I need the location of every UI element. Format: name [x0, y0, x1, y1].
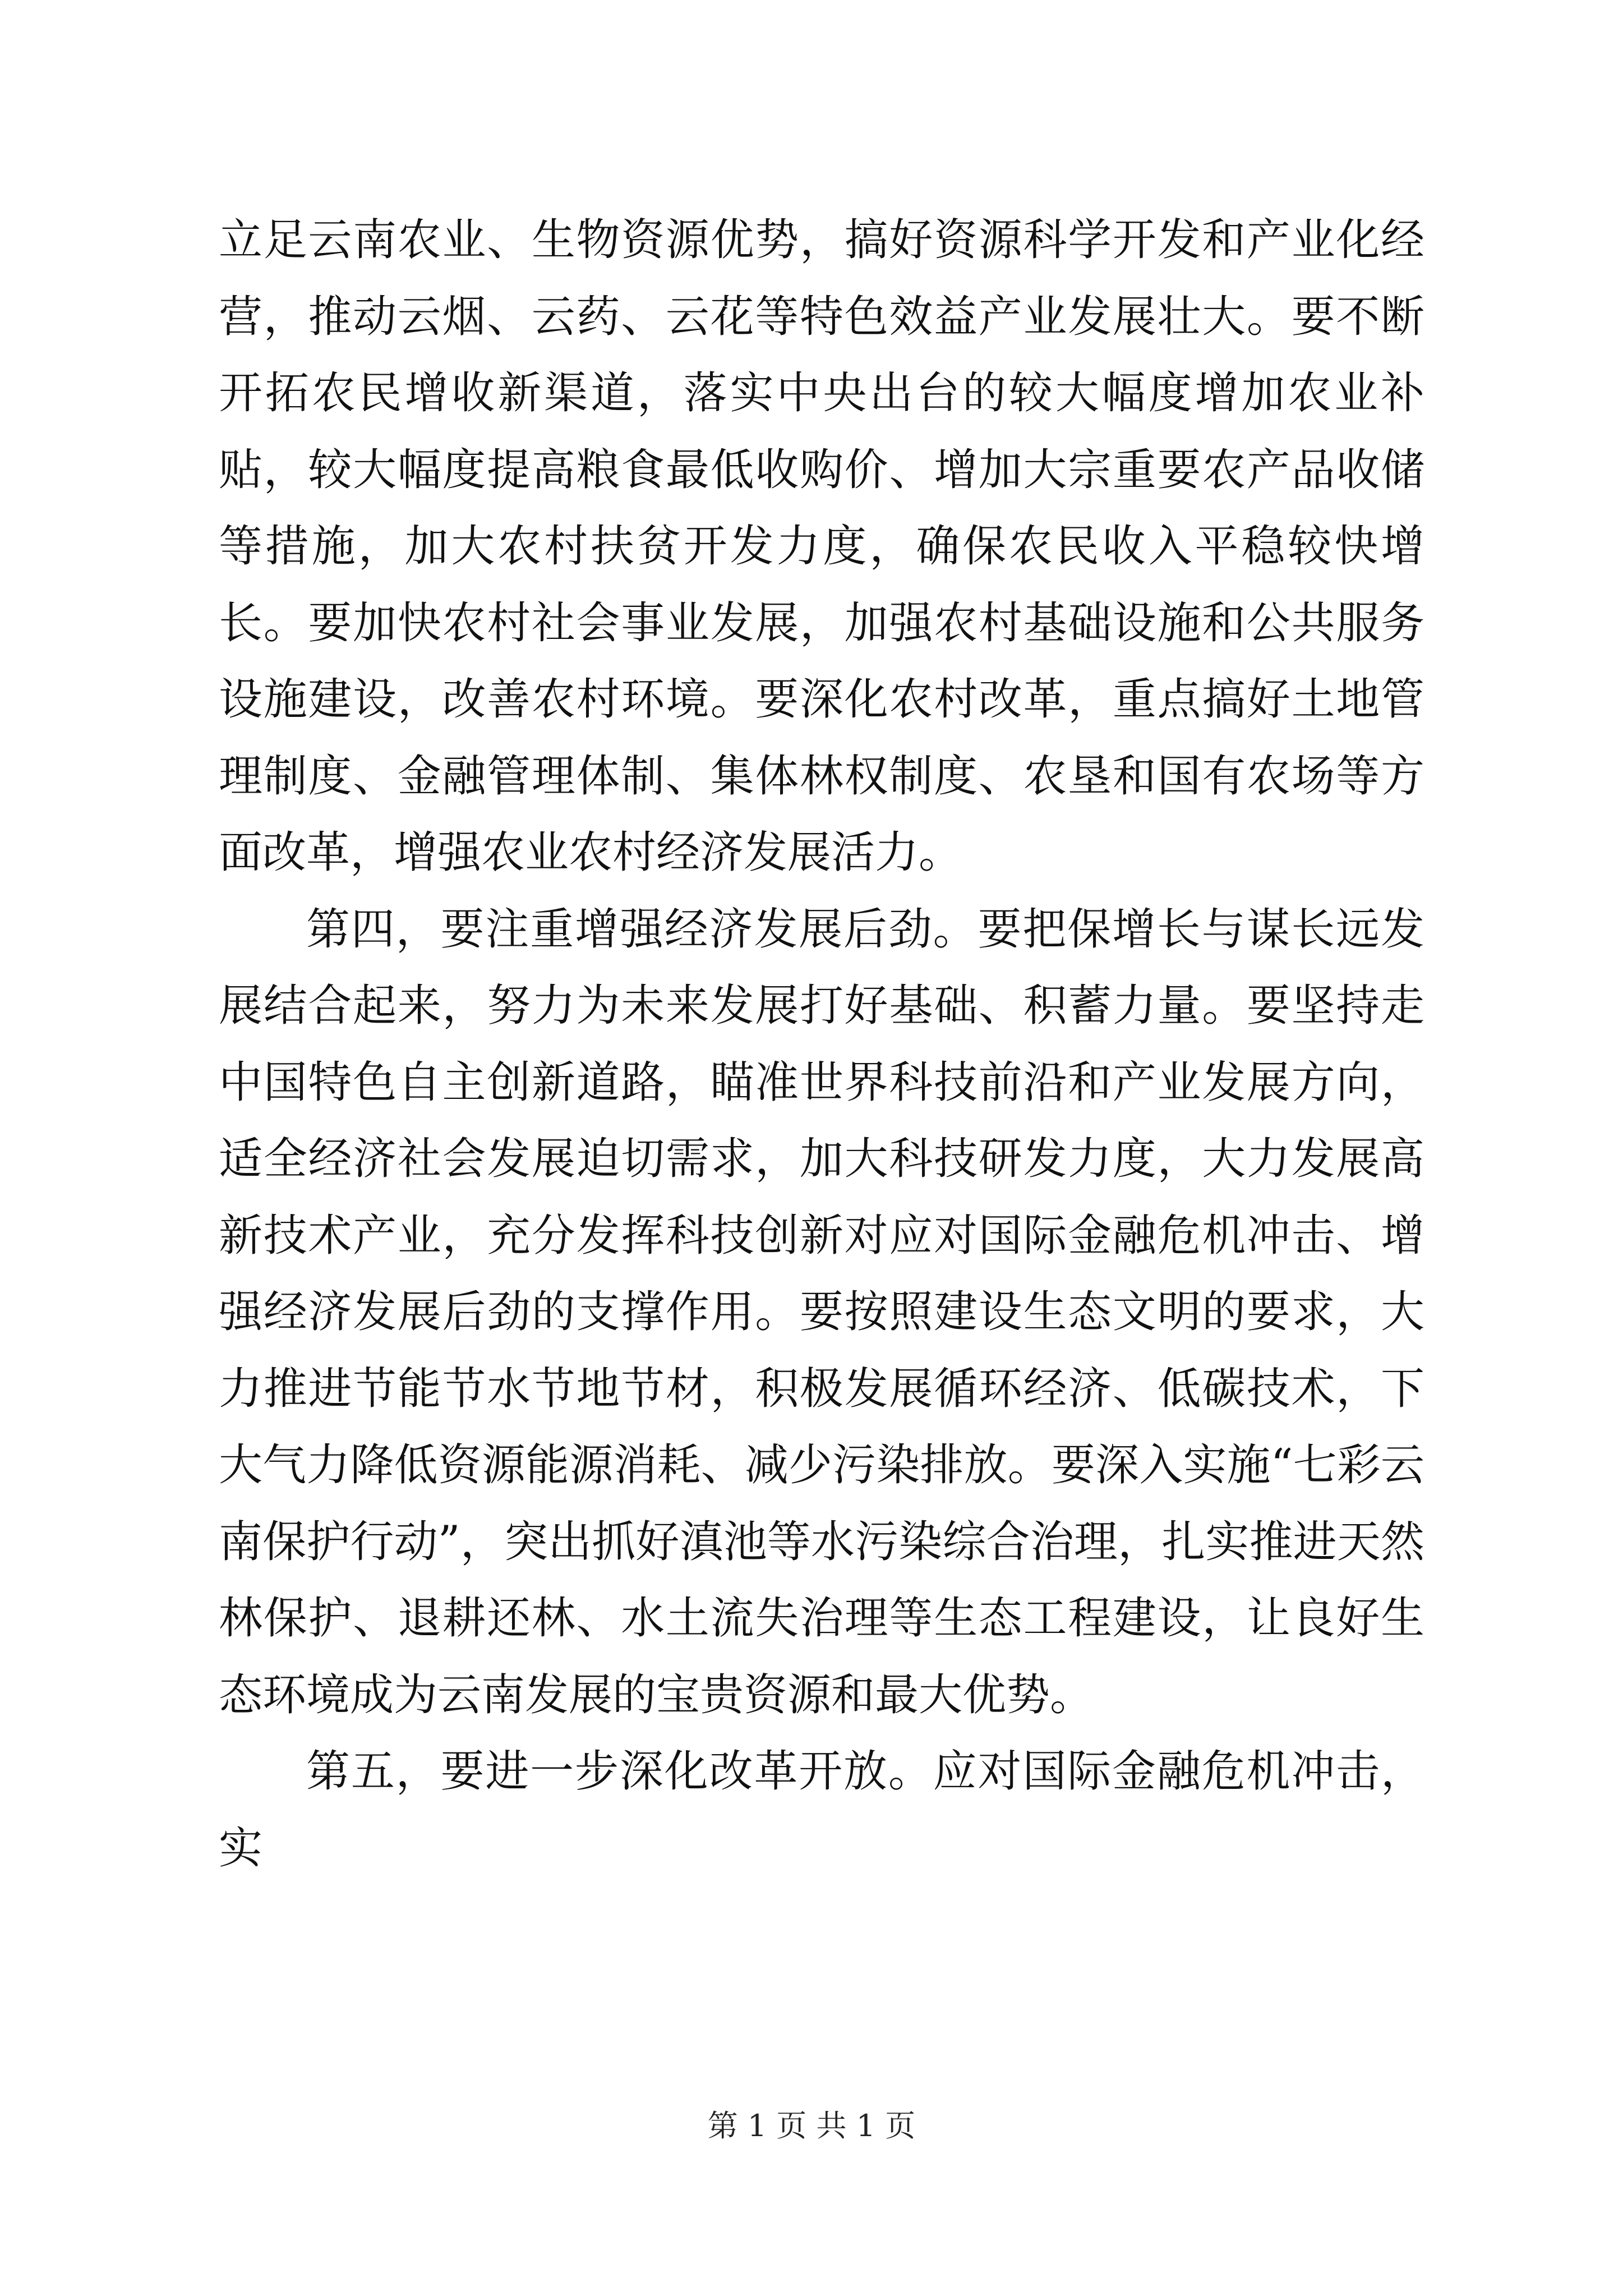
- paragraph-fourth-point: 第四，要注重增强经济发展后劲。要把保增长与谋长远发展结合起来，努力为未来发展打好基础、积蓄力量。要坚持走中国特色自主创新道路，瞄准世界科技前沿和产业发展方向，适全经济社会发展迫切需求，加大科技研发力度，大力发展高新技术产业，充分发挥科技创新对应对国际金融危机冲击、增强经济发展后劲的支撑作用。要按照建设生态文明的要求，大力推进节能节水节地节材，积极发展循环经济、低碳技术，下大气力降低资源能源消耗、减少污染排放。要深入实施“七彩云南保护行动”，突出抓好滇池等水污染综合治理，扎实推进天然林保护、退耕还林、水土流失治理等生态工程建设，让良好生态环境成为云南发展的宝贵资源和最大优势。: [219, 904, 1424, 1720]
- paragraph-fifth-point: 第五，要进一步深化改革开放。应对国际金融危机冲击，实: [219, 1746, 1424, 1874]
- page-footer: 第 1 页 共 1 页: [707, 2108, 916, 2143]
- document-body: [219, 202, 1424, 1887]
- paragraph-continuation: 立足云南农业、生物资源优势，搞好资源科学开发和产业化经营，推动云烟、云药、云花等特色效益产业发展壮大。要不断开拓农民增收新渠道，落实中央出台的较大幅度增加农业补贴，较大幅度提高粮食最低收购价、增加大宗重要农产品收储等措施，加大农村扶贫开发力度，确保农民收入平稳较快增长。要加快农村社会事业发展，加强农村基础设施和公共服务设施建设，改善农村环境。要深化农村改革，重点搞好土地管理制度、金融管理体制、集体林权制度、农垦和国有农场等方面改革，增强农业农村经济发展活力。: [219, 215, 1424, 878]
